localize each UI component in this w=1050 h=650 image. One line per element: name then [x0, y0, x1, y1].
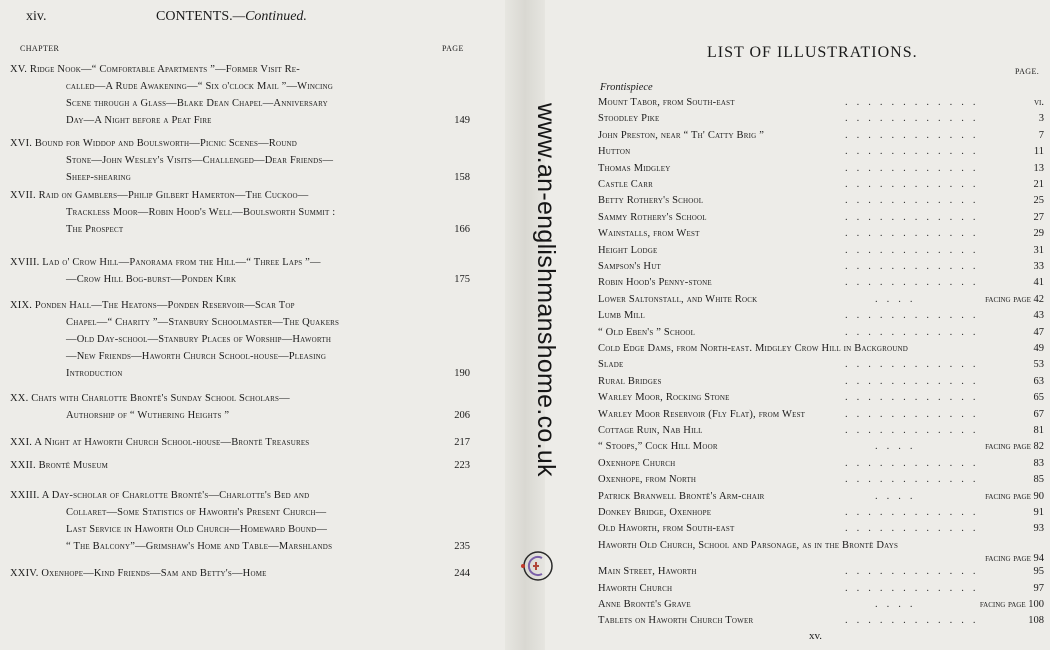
illustration-row [545, 228, 1050, 244]
illustration-page-number: 21 [1033, 179, 1044, 190]
chapter-title-line: XVII. Raid on Gamblers—Philip Gilbert Hamerton—The Cuckoo— [10, 190, 309, 201]
illustration-page-number: facing page 42 [985, 294, 1044, 305]
illustration-title: Haworth Church [598, 583, 673, 594]
leader-dots: ............ [845, 409, 985, 420]
leader-dots: ............ [845, 163, 985, 174]
chapter-continuation-line: Day—A Night before a Peat Fire [66, 115, 212, 126]
illustration-row [545, 566, 1050, 582]
illustration-title: “ Old Eben's ” School [598, 327, 696, 338]
illustration-row [545, 179, 1050, 195]
leader-dots: ............ [845, 130, 985, 141]
illustration-page-number: 11 [1033, 146, 1044, 157]
illustration-page-number: 31 [1033, 245, 1044, 256]
illustration-row [545, 146, 1050, 162]
chapter-continuation-line: Introduction [66, 368, 123, 379]
illustration-row [545, 359, 1050, 375]
chapter-continuation-line: Scene through a Glass—Blake Dean Chapel—Anniversary [66, 98, 328, 109]
leader-dots: ............ [845, 523, 985, 534]
chapter-continuation-line: Last Service in Haworth Old Church—Homeward Bound— [66, 524, 328, 535]
illustration-row [545, 507, 1050, 523]
chapter-title-line: XIX. Ponden Hall—The Heatons—Ponden Reservoir—Scar Top [10, 300, 295, 311]
leader-dots: ............ [845, 507, 985, 518]
illustration-page-number: 53 [1033, 359, 1044, 370]
illustration-title: Sampson's Hut [598, 261, 661, 272]
illustrations-title: LIST OF ILLUSTRATIONS. [707, 44, 918, 61]
illustration-page-number: 108 [1028, 615, 1044, 626]
leader-dots: ............ [845, 327, 985, 338]
leader-dots: ............ [845, 261, 985, 272]
illustration-row [545, 310, 1050, 326]
illustration-title: Castle Carr [598, 179, 654, 190]
illustration-row [545, 599, 1050, 615]
illustration-row [545, 245, 1050, 261]
illustration-title: Tablets on Haworth Church Tower [598, 615, 754, 626]
leader-dots: ............ [845, 566, 985, 577]
chapter-page-number: 217 [454, 437, 470, 448]
illustration-row [545, 130, 1050, 146]
left-page [0, 0, 505, 650]
chapter-title-line: XXI. A Night at Haworth Church School-house—Brontë Treasures [10, 437, 310, 448]
illustration-row [545, 523, 1050, 539]
illustration-title: Lumb Mill [598, 310, 646, 321]
illustration-row [545, 583, 1050, 599]
leader-dots: ............ [845, 195, 985, 206]
illustration-title: Lower Saltonstall, and White Rock [598, 294, 758, 305]
illustration-title: Betty Rothery's School [598, 195, 704, 206]
illustration-page-number: 81 [1033, 425, 1044, 436]
frontispiece-label: Frontispiece [600, 82, 653, 93]
chapter-continuation-line: Collaret—Some Statistics of Haworth's Present Church— [66, 507, 327, 518]
leader-dots: ............ [845, 228, 985, 239]
illustration-title: Old Haworth, from South-east [598, 523, 735, 534]
leader-dots: ............ [845, 425, 985, 436]
leader-dots: ............ [845, 474, 985, 485]
page-column-header: PAGE [442, 44, 464, 53]
chapter-page-number: 206 [454, 410, 470, 421]
leader-dots: ............ [845, 245, 985, 256]
illustration-page-number: 91 [1033, 507, 1044, 518]
chapter-continuation-line: —Old Day-school—Stanbury Places of Worship—Haworth [66, 334, 332, 345]
running-head-continued: —Continued. [232, 9, 307, 24]
illustration-title: Cold Edge Dams, from North-east. Midgley Crow Hill in Background [598, 343, 908, 354]
running-head-title: CONTENTS. [156, 9, 233, 24]
illustration-title: Anne Brontë's Grave [598, 599, 691, 610]
illustration-page-number: 27 [1033, 212, 1044, 223]
illustration-page-number: 3 [1038, 113, 1044, 124]
illustration-title: John Preston, near “ Th' Catty Brig ” [598, 130, 765, 141]
illustration-page-number: 93 [1033, 523, 1044, 534]
chapter-title-line: XVI. Bound for Widdop and Boulsworth—Picnic Scenes—Round [10, 138, 298, 149]
illustration-row [545, 261, 1050, 277]
illustration-row [545, 540, 1050, 564]
illustration-row [545, 163, 1050, 179]
illustration-row [545, 327, 1050, 343]
leader-dots: ............ [845, 146, 985, 157]
chapter-page-number: 149 [454, 115, 470, 126]
chapter-page-number: 175 [454, 274, 470, 285]
illustration-page-number: vi. [1033, 97, 1044, 108]
illustration-title: Warley Moor Reservoir (Fly Flat), from West [598, 409, 806, 420]
leader-dots: .... [875, 441, 922, 452]
chapter-title-line: XXIV. Oxenhope—Kind Friends—Sam and Betty's—Home [10, 568, 267, 579]
chapter-page-number: 244 [454, 568, 470, 579]
illustration-page-number: 25 [1033, 195, 1044, 206]
illustration-row [545, 392, 1050, 408]
illustration-title: Main Street, Haworth [598, 566, 697, 577]
illustration-page-number: 65 [1033, 392, 1044, 403]
chapter-continuation-line: called—A Rude Awakening—“ Six o'clock Mail ”—Wincing [66, 81, 333, 92]
illustration-page-number: facing page 82 [985, 441, 1044, 452]
chapter-continuation-line: The Prospect [66, 224, 124, 235]
chapter-continuation-line: Chapel—“ Charity ”—Stanbury Schoolmaster—The Quakers [66, 317, 340, 328]
right-page-number: xv. [809, 630, 823, 642]
illustration-row [545, 343, 1050, 359]
illustration-title: Mount Tabor, from South-east [598, 97, 735, 108]
watermark-text: www.an-englishmanshome.co.uk [532, 103, 560, 477]
chapter-continuation-line: Sheep-shearing [66, 172, 132, 183]
illustration-row [545, 294, 1050, 310]
leader-dots: ............ [845, 615, 985, 626]
leader-dots: ............ [845, 359, 985, 370]
leader-dots: .... [875, 294, 922, 305]
illustration-title: Height Lodge [598, 245, 658, 256]
illustration-title: Thomas Midgley [598, 163, 671, 174]
chapter-continuation-line: Authorship of “ Wuthering Heights ” [66, 410, 230, 421]
illustration-page-number: 83 [1033, 458, 1044, 469]
illustration-page-number: 97 [1033, 583, 1044, 594]
illustration-page-number: 29 [1033, 228, 1044, 239]
illustration-row [545, 195, 1050, 211]
chapter-column-header: CHAPTER [20, 44, 60, 53]
illustration-page-number: 47 [1033, 327, 1044, 338]
illustration-page-number: facing page 90 [985, 491, 1044, 502]
illustration-title: Haworth Old Church, School and Parsonage, as in the Brontë Days [598, 540, 899, 551]
chapter-continuation-line: Trackless Moor—Robin Hood's Well—Boulsworth Summit : [66, 207, 336, 218]
illustration-row [545, 409, 1050, 425]
watermark-logo-icon [520, 548, 556, 584]
illustration-title: Slade [598, 359, 624, 370]
illustration-page-number: 67 [1033, 409, 1044, 420]
chapter-title-line: XV. Ridge Nook—“ Comfortable Apartments ”—Former Visit Re- [10, 64, 300, 75]
illustration-page-number: 43 [1033, 310, 1044, 321]
chapter-title-line: XX. Chats with Charlotte Brontë's Sunday School Scholars— [10, 393, 290, 404]
illustration-page-number: 41 [1033, 277, 1044, 288]
illustration-row [545, 277, 1050, 293]
illustration-title: Warley Moor, Rocking Stone [598, 392, 730, 403]
illustration-title: Rural Bridges [598, 376, 662, 387]
left-page-number: xiv. [26, 9, 47, 24]
chapter-title-line: XVIII. Lad o' Crow Hill—Panorama from the Hill—“ Three Laps ”— [10, 257, 321, 268]
illustration-title: Donkey Bridge, Oxenhope [598, 507, 712, 518]
illustration-page-number: facing page 100 [979, 599, 1044, 610]
chapter-page-number: 190 [454, 368, 470, 379]
illustration-title: Robin Hood's Penny-stone [598, 277, 712, 288]
illustration-title: Wainstalls, from West [598, 228, 700, 239]
illustration-title: Oxenhope Church [598, 458, 676, 469]
illustration-page-number: 85 [1033, 474, 1044, 485]
illustration-page-number: 13 [1033, 163, 1044, 174]
illustration-row [545, 425, 1050, 441]
leader-dots: ............ [845, 310, 985, 321]
chapter-continuation-line: “ The Balcony”—Grimshaw's Home and Table—Marshlands [66, 541, 333, 552]
chapter-continuation-line: Stone—John Wesley's Visits—Challenged—Dear Friends— [66, 155, 334, 166]
illustration-page-number: 63 [1033, 376, 1044, 387]
illustration-row [545, 212, 1050, 228]
illustration-row [545, 458, 1050, 474]
illustration-title: Sammy Rothery's School [598, 212, 707, 223]
illustration-title: Cottage Ruin, Nab Hill [598, 425, 703, 436]
leader-dots: .... [875, 599, 922, 610]
illustration-page-number: 33 [1033, 261, 1044, 272]
illustration-row [545, 491, 1050, 507]
illustration-title: Oxenhope, from North [598, 474, 697, 485]
leader-dots: ............ [845, 113, 985, 124]
illustration-title: “ Stoops,” Cock Hill Moor [598, 441, 718, 452]
chapter-page-number: 158 [454, 172, 470, 183]
illustration-row [545, 113, 1050, 129]
leader-dots: ............ [845, 376, 985, 387]
illustration-row [545, 97, 1050, 113]
illustration-title: Stoodley Pike [598, 113, 660, 124]
leader-dots: ............ [845, 179, 985, 190]
leader-dots: .... [875, 491, 922, 502]
leader-dots: ............ [845, 583, 985, 594]
leader-dots: ............ [845, 97, 985, 108]
illustration-page-number: 95 [1033, 566, 1044, 577]
illustration-page-number: 7 [1038, 130, 1044, 141]
illustrations-page-column-header: PAGE. [1015, 67, 1040, 76]
illustration-title: Hutton [598, 146, 631, 157]
chapter-continuation-line: —New Friends—Haworth Church School-house—Pleasing [66, 351, 327, 362]
running-head [156, 9, 307, 25]
illustration-title: Patrick Branwell Brontë's Arm-chair [598, 491, 765, 502]
illustration-page-number: 49 [1033, 343, 1044, 354]
chapter-continuation-line: —Crow Hill Bog-burst—Ponden Kirk [66, 274, 237, 285]
illustration-page-number: facing page 94 [985, 553, 1044, 564]
illustration-row [545, 441, 1050, 457]
chapter-page-number: 223 [454, 460, 470, 471]
leader-dots: ............ [845, 277, 985, 288]
right-page [545, 0, 1050, 650]
chapter-page-number: 235 [454, 541, 470, 552]
illustration-row [545, 474, 1050, 490]
illustration-row [545, 376, 1050, 392]
chapter-title-line: XXIII. A Day-scholar of Charlotte Brontë's—Charlotte's Bed and [10, 490, 310, 501]
illustration-row [545, 615, 1050, 631]
leader-dots: ............ [845, 392, 985, 403]
leader-dots: ............ [845, 212, 985, 223]
chapter-page-number: 166 [454, 224, 470, 235]
chapter-title-line: XXII. Brontë Museum [10, 460, 109, 471]
leader-dots: ............ [845, 458, 985, 469]
